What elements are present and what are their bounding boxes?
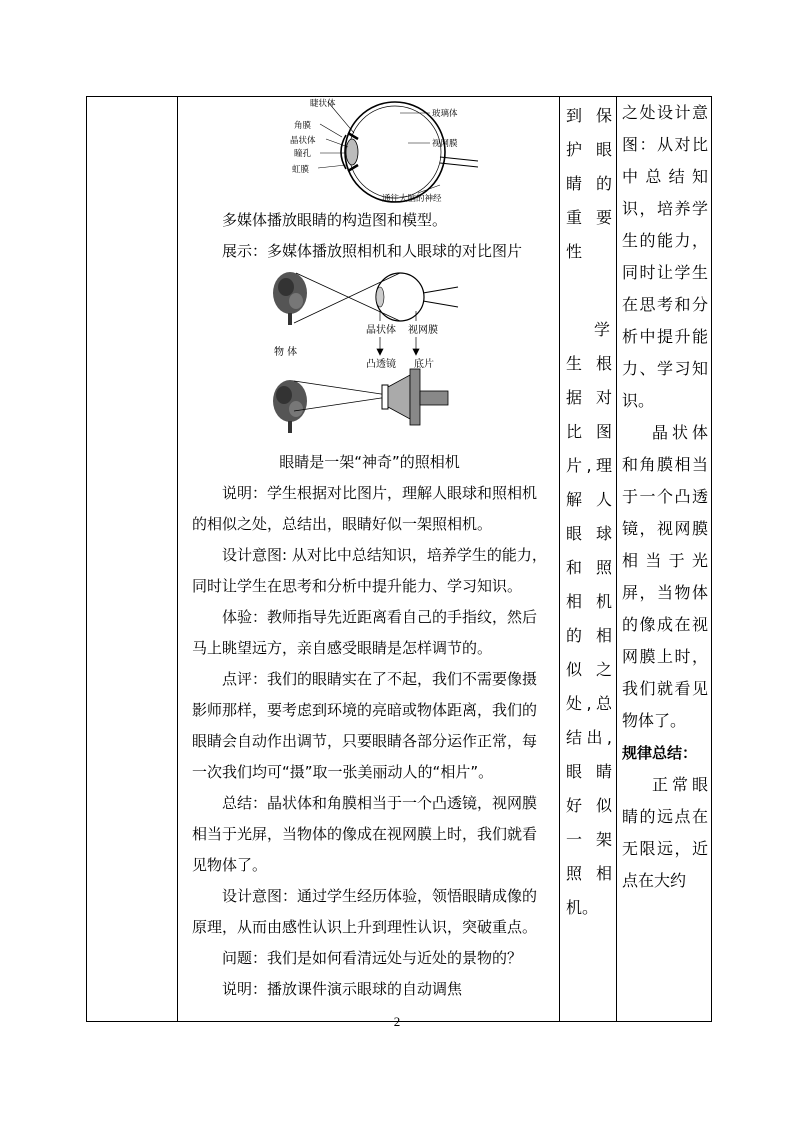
eye-label-retina: 视网膜: [432, 139, 458, 149]
camera-icon: [382, 369, 448, 425]
compare-label-object: 物 体: [274, 347, 298, 358]
paragraph-experience: 体验：教师指导先近距离看自己的手指纹，然后马上眺望远方，亲自感受眼睛是怎样调节的。: [192, 608, 538, 657]
eye-label-lens: 晶状体: [290, 136, 316, 146]
eye-label-ciliary-body: 睫状体: [310, 99, 336, 109]
eye-camera-comparison-diagram: [270, 271, 470, 447]
page-number: 2: [393, 1014, 401, 1029]
student-text-segment-2: 学生根据对比图片,理解人眼球和照相机的相似之处,总结出,眼睛好似一架照相机。: [566, 320, 612, 917]
eye-label-vitreous: 玻璃体: [432, 109, 458, 119]
compare-label-lens: 晶状体: [366, 325, 396, 336]
design-intent-cell: [617, 97, 712, 1022]
eye-label-cornea: 角膜: [294, 121, 312, 131]
paragraph-design-intent: 设计意图: 从对比中总结知识，培养学生的能力，同时让学生在思考和分析中提升能力、学习知识。: [192, 546, 547, 595]
tree-bottom-icon: [273, 380, 307, 433]
paragraph-question: 问题：我们是如何看清远处与近处的景物的？: [222, 949, 523, 967]
tree-top-icon: [273, 272, 307, 325]
paragraph-explanation-2: 说明：播放课件演示眼球的自动调焦: [222, 980, 463, 998]
paragraph-explanation: 说明：学生根据对比图片，理解人眼球和照相机的相似之处，总结出，眼睛好似一架照相机。: [192, 484, 538, 533]
rule-summary-heading: 规律总结：: [622, 744, 698, 762]
compare-label-convex-lens: 凸透镜: [366, 359, 396, 370]
paragraph-comment: 点评：我们的眼睛实在了不起，我们不需要像摄影师那样，要考虑到环境的亮暗或物体距离，我们的眼睛会自动作出调节，只要眼睛各部分运作正常，每一次我们均可“摄”取一张美丽动人的“相片”。: [192, 670, 538, 781]
student-activity-cell: [560, 97, 617, 1022]
compare-label-retina: 视网膜: [408, 325, 438, 336]
eye-structure-diagram: [290, 97, 480, 205]
eye-label-iris: 虹膜: [292, 165, 310, 175]
lesson-plan-table: [86, 96, 712, 1022]
paragraph-display: 展示：多媒体播放照相机和人眼球的对比图片: [222, 242, 523, 260]
teacher-activity-cell: [178, 97, 560, 1022]
paragraph-summary: 总结：晶状体和角膜相当于一个凸透镜，视网膜相当于光屏，当物体的像成在视网膜上时，我们就看见物体了。: [192, 794, 538, 874]
eye-label-nerve: 通往大脑的神经: [382, 194, 442, 204]
eye-label-pupil: 瞳孔: [294, 149, 312, 159]
paragraph-multimedia: 多媒体播放眼睛的构造图和模型。: [222, 211, 448, 229]
intent-text-segment-2: 晶状体和角膜相当于一个凸透镜，视网膜相当于光屏，当物体的像成在视网膜上时，我们就看见物体了。: [622, 423, 708, 730]
eyeball-icon: [376, 273, 458, 321]
intent-text-segment-1: 之处设计意图：从对比中总结知识，培养学生的能力，同时让学生在思考和分析中提升能力、学习知识。: [622, 103, 708, 410]
paragraph-design-intent-2: 设计意图：通过学生经历体验，领悟眼睛成像的原理，从而由感性认识上升到理性认识，突破重点。: [192, 887, 538, 936]
table-row: [87, 97, 712, 1022]
stage-column-cell: [87, 97, 178, 1022]
student-text-segment-1: 到保护眼睛的重要性: [566, 106, 612, 261]
intent-text-segment-3: 正常眼睛的远点在无限远，近点在大约: [622, 775, 708, 890]
figure-caption: 眼睛是一架“神奇”的照相机: [279, 453, 460, 471]
compare-label-film: 底片: [414, 359, 434, 370]
